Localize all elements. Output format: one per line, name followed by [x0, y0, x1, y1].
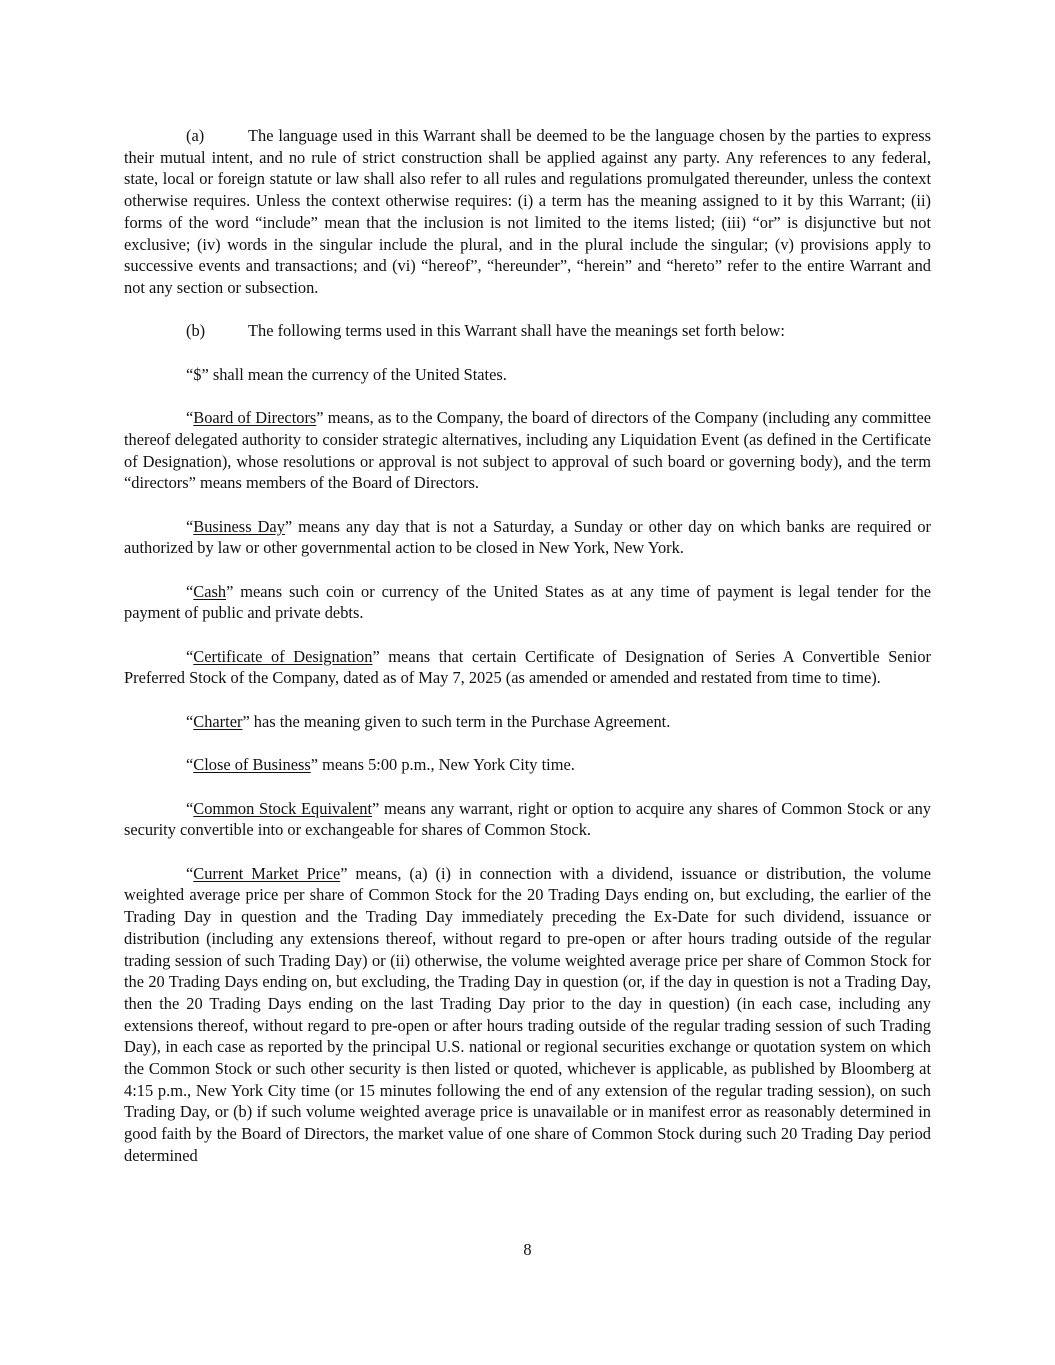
paragraph-b [124, 320, 931, 342]
defined-term-certificate-of-designation: Certificate of Designation [193, 646, 373, 666]
defined-term-current-market-price: Current Market Price [193, 863, 341, 883]
definition-common-stock-equivalent [124, 798, 931, 841]
defined-term-common-stock-equivalent: Common Stock Equivalent [193, 798, 373, 818]
definition-close-of-business [124, 754, 931, 776]
definition-business-day [124, 516, 931, 559]
defined-term-charter: Charter [193, 711, 243, 731]
definition-text: ” means 5:00 p.m., New York City time. [310, 755, 575, 775]
open-quote: “ [186, 711, 194, 731]
definition-text: ” means, as to the Company, the board of directors of the Company (including any committee thereof delegated authority to consider strategic alternatives, including any Liquidation Event (as defined in the Certificate of Designation), whose resolutions or approval is not subject to approval of such board or governing body), and the term “directors” means members of the Board of Directors. [124, 408, 932, 493]
open-quote: “ [186, 755, 194, 775]
paragraph-a [124, 125, 931, 299]
open-quote: “ [186, 798, 194, 818]
definition-certificate-of-designation [124, 646, 931, 689]
definition-cash [124, 581, 931, 624]
definition-current-market-price [124, 863, 931, 1167]
paragraph-a-text: The language used in this Warrant shall be deemed to be the language chosen by the parties to express their mutual intent, and no rule of strict construction shall be applied against any party. Any references to any federal, state, local or foreign statute or law shall also refer to all rules and regulations promulgated thereunder, unless the context otherwise requires. Unless the context otherwise requires: (i) a term has the meaning assigned to it by this Warrant; (ii) forms of the word “include” mean that the inclusion is not limited to the items listed; (iii) “or” is disjunctive but not exclusive; (iv) words in the singular include the plural, and in the plural include the singular; (v) provisions apply to successive events and transactions; and (vi) “hereof”, “hereunder”, “herein” and “hereto” refer to the entire Warrant and not any section or subsection. [124, 126, 931, 297]
definition-text: ” means any day that is not a Saturday, a Sunday or other day on which banks are required or authorized by law or other governmental action to be closed in New York, New York. [124, 516, 931, 558]
open-quote: “ [186, 863, 194, 883]
paragraph-b-text: The following terms used in this Warrant shall have the meanings set forth below: [248, 321, 785, 341]
document-body [124, 125, 931, 1188]
definition-board-of-directors [124, 407, 931, 494]
defined-term-cash: Cash [193, 581, 227, 601]
definition-dollar [124, 364, 931, 386]
definition-text: ” means that certain Certificate of Designation of Series A Convertible Senior Preferred Stock of the Company, dated as of May 7, 2025 (as amended or amended and restated from time to time). [124, 646, 931, 688]
open-quote: “ [186, 646, 194, 666]
definition-charter [124, 711, 931, 733]
open-quote: “ [186, 581, 194, 601]
paragraph-b-marker: (b) [186, 321, 206, 341]
definition-text: ” means such coin or currency of the United States as at any time of payment is legal tender for the payment of public and private debts. [124, 581, 931, 623]
page-number: 8 [523, 1240, 532, 1259]
definition-dollar-text: “$” shall mean the currency of the United States. [186, 364, 507, 384]
open-quote: “ [186, 408, 194, 428]
definition-text: ” means, (a) (i) in connection with a dividend, issuance or distribution, the volume weighted average price per share of Common Stock for the 20 Trading Days ending on, but excluding, the earlier of the Trading Day in question and the Trading Day immediately preceding the Ex-Date for such dividend, issuance or distribution (including any extensions thereof, without regard to pre-open or after hours trading outside of the regular trading session of such Trading Day) or (ii) otherwise, the volume weighted average price per share of Common Stock for the 20 Trading Days ending on, but excluding, the Trading Day in question (or, if the day in question is not a Trading Day, then the 20 Trading Days ending on the last Trading Day prior to the day in question) (in each case, including any extensions thereof, without regard to pre-open or after hours trading outside of the regular trading session of such Trading Day), in each case as reported by the principal U.S. national or regional securities exchange or quotation system on which the Common Stock or such other security is then listed or quoted, whichever is applicable, as published by Bloomberg at 4:15 p.m., New York City time (or 15 minutes following the end of any extension of the regular trading session), on such Trading Day, or (b) if such volume weighted average price is unavailable or in manifest error as reasonably determined in good faith by the Board of Directors, the market value of one share of Common Stock during such 20 Trading Day period determined [124, 863, 931, 1165]
paragraph-a-marker: (a) [186, 126, 205, 145]
defined-term-board-of-directors: Board of Directors [193, 408, 317, 428]
open-quote: “ [186, 516, 194, 536]
defined-term-close-of-business: Close of Business [193, 755, 311, 775]
definition-text: ” means any warrant, right or option to acquire any shares of Common Stock or any security convertible into or exchangeable for shares of Common Stock. [124, 798, 931, 840]
definition-text: ” has the meaning given to such term in the Purchase Agreement. [242, 711, 671, 731]
defined-term-business-day: Business Day [193, 516, 285, 536]
